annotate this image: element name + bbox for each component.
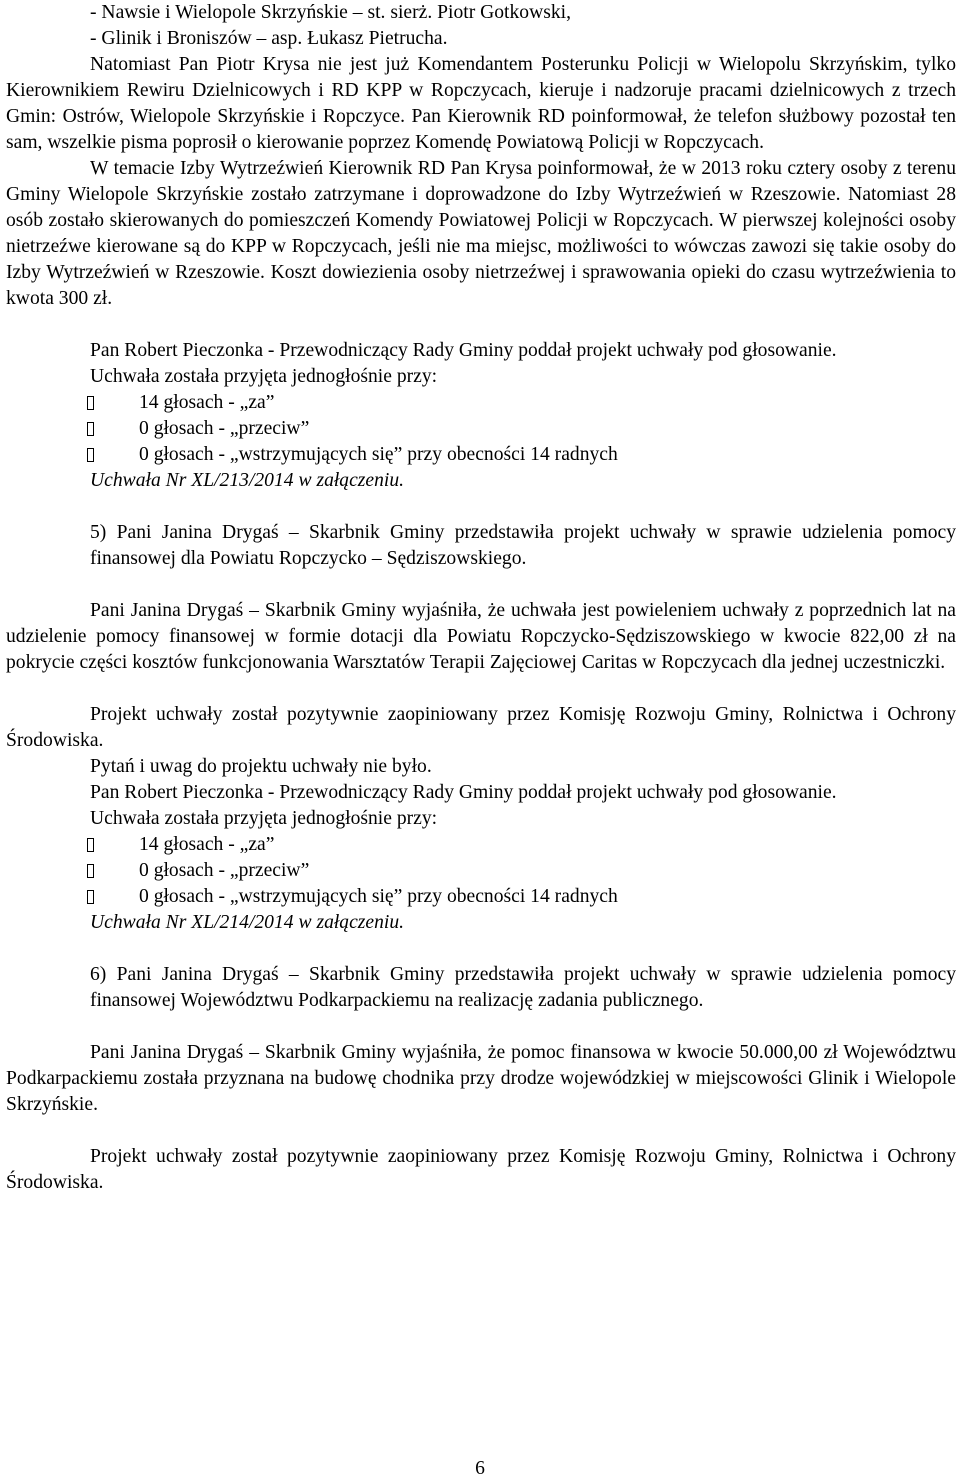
list-item: 0 głosach - „wstrzymujących się” przy obecności 14 radnych — [6, 442, 956, 468]
item6-explanation: Pani Janina Drygaś – Skarbnik Gminy wyjaśniła, że pomoc finansowa w kwocie 50.000,00 zł Województwu Podkarpackiemu została przyznana na budowę chodnika przy drodze wojewódzkiej w miejscowości Glinik i Wielopole Skrzyńskie. — [6, 1042, 956, 1115]
bullet-box-icon — [87, 422, 94, 436]
bullet-box-icon — [87, 448, 94, 462]
list-item: 0 głosach - „wstrzymujących się” przy obecności 14 radnych — [6, 884, 956, 910]
vote2-result: Uchwała została przyjęta jednogłośnie przy: — [90, 808, 438, 829]
list-item: 0 głosach - „przeciw” — [6, 858, 956, 884]
bullet-box-icon — [87, 838, 94, 852]
officer-line-2: - Glinik i Broniszów – asp. Łukasz Pietrucha. — [90, 28, 448, 49]
vote1-resolution-ref: Uchwała Nr XL/213/2014 w załączeniu. — [90, 470, 405, 491]
list-item: 14 głosach - „za” — [6, 832, 956, 858]
item5-questions: Pytań i uwag do projektu uchwały nie było. — [90, 756, 432, 777]
item6-heading: 6) Pani Janina Drygaś – Skarbnik Gminy przedstawiła projekt uchwały w sprawie udzielenia pomocy finansowej Województwu Podkarpackiemu na realizację zadania publicznego. — [90, 964, 956, 1011]
vote1-list — [6, 390, 956, 468]
list-item: 14 głosach - „za” — [6, 390, 956, 416]
page-number: 6 — [475, 1458, 485, 1479]
vote2-resolution-ref: Uchwała Nr XL/214/2014 w załączeniu. — [90, 912, 405, 933]
paragraph-police-reorganization: Natomiast Pan Piotr Krysa nie jest już Komendantem Posterunku Policji w Wielopolu Skrzyńskim, tylko Kierownikiem Rewiru Dzielnicowych i RD KPP w Ropczycach, kieruje i nadzoruje pracami dzielnicowych z trzech Gmin: Ostrów, Wielopole Skrzyńskie i Ropczyce. Pan Kierownik RD poinformował, że telefon służbowy pozostał ten sam, wszelkie pisma poprosił o kierowanie poprzez Komendę Powiatową Policji w Ropczycach. — [6, 54, 956, 153]
paragraph-sobering-station: W temacie Izby Wytrzeźwień Kierownik RD Pan Krysa poinformował, że w 2013 roku cztery osoby z terenu Gminy Wielopole Skrzyńskie zostało zatrzymane i doprowadzone do Izby Wytrzeźwień w Rzeszowie. Natomiast 28 osób zostało skierowanych do pomieszczeń Komendy Powiatowej Policji w Ropczycach. W pierwszej kolejności osoby nietrzeźwe kierowane są do KPP w Ropczycach, jeśli nie ma miejsc, możliwości to wówczas zawozi się takie osoby do Izby Wytrzeźwień w Rzeszowie. Koszt dowiezienia osoby nietrzeźwej i sprawowania opieki do czasu wytrzeźwienia to kwota 300 zł. — [6, 158, 956, 309]
bullet-box-icon — [87, 864, 94, 878]
item5-heading: 5) Pani Janina Drygaś – Skarbnik Gminy przedstawiła projekt uchwały w sprawie udzielenia pomocy finansowej dla Powiatu Ropczycko – Sędziszowskiego. — [90, 522, 956, 569]
officer-line-1: - Nawsie i Wielopole Skrzyńskie – st. sierż. Piotr Gotkowski, — [90, 2, 572, 23]
vote2-list — [6, 832, 956, 910]
vote2-intro: Pan Robert Pieczonka - Przewodniczący Rady Gminy poddał projekt uchwały pod głosowanie. — [90, 782, 837, 803]
bullet-box-icon — [87, 396, 94, 410]
item5-opinion: Projekt uchwały został pozytywnie zaopiniowany przez Komisję Rozwoju Gminy, Rolnictwa i Ochrony Środowiska. — [6, 704, 956, 751]
list-item: 0 głosach - „przeciw” — [6, 416, 956, 442]
document-page — [6, 0, 956, 1196]
vote1-intro: Pan Robert Pieczonka - Przewodniczący Rady Gminy poddał projekt uchwały pod głosowanie. — [90, 340, 837, 361]
bullet-box-icon — [87, 890, 94, 904]
item5-explanation: Pani Janina Drygaś – Skarbnik Gminy wyjaśniła, że uchwała jest powieleniem uchwały z poprzednich lat na udzielenie pomocy finansowej w formie dotacji dla Powiatu Ropczycko-Sędziszowskiego w kwocie 822,00 zł na pokrycie części kosztów funkcjonowania Warsztatów Terapii Zajęciowej Caritas w Ropczycach dla jednej uczestniczki. — [6, 600, 956, 673]
item6-opinion: Projekt uchwały został pozytywnie zaopiniowany przez Komisję Rozwoju Gminy, Rolnictwa i Ochrony Środowiska. — [6, 1146, 956, 1193]
vote1-result: Uchwała została przyjęta jednogłośnie przy: — [90, 366, 438, 387]
